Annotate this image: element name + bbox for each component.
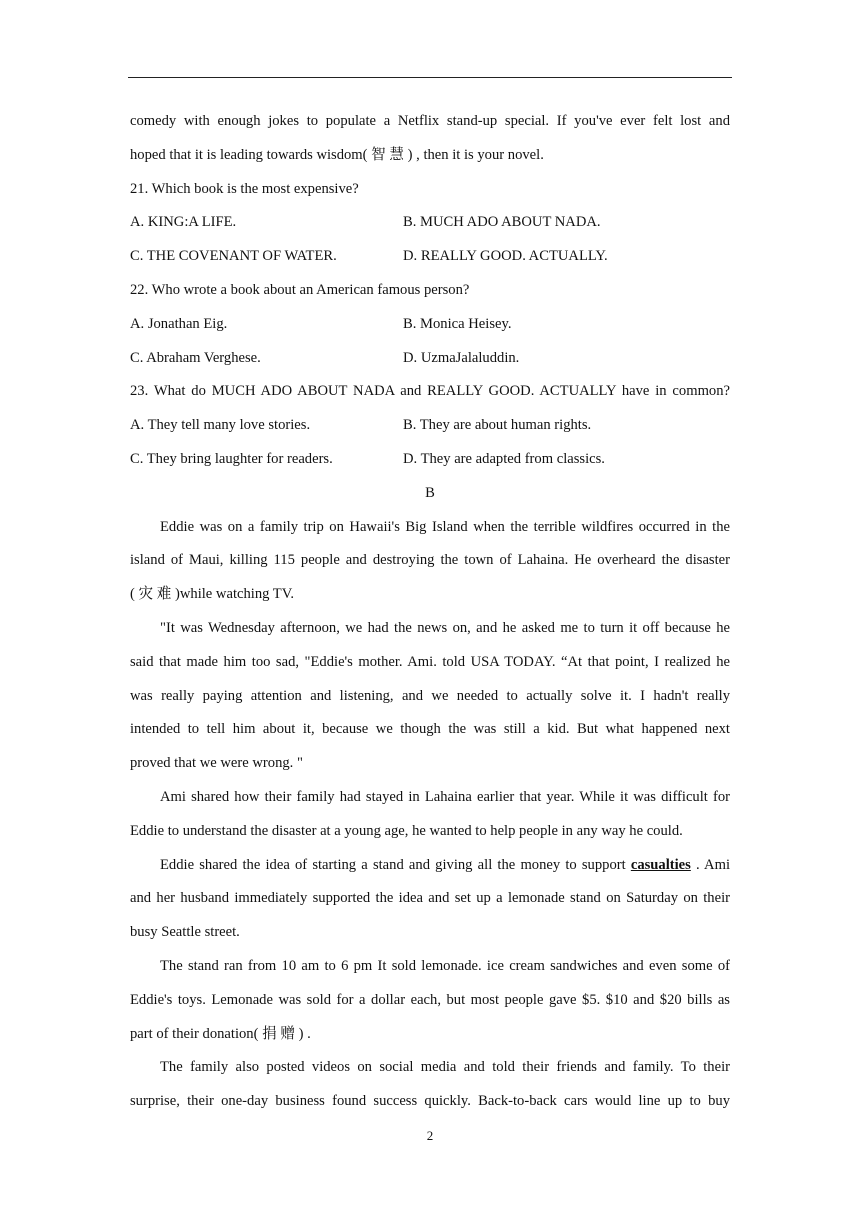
paragraph-line: island of Maui, killing 115 people and destroying the town of Lahaina. He overheard the disaster: [130, 552, 730, 569]
text-run: Eddie shared the idea of starting a stand and giving all the money to support: [160, 856, 631, 873]
option-c: C. They bring laughter for readers.: [130, 450, 333, 467]
paragraph-line: "It was Wednesday afternoon, we had the news on, and he asked me to turn it off because he: [160, 619, 730, 636]
passage-text-line: hoped that it is leading towards wisdom( 智 慧 ) , then it is your novel.: [130, 146, 544, 163]
question-22-stem: 22. Who wrote a book about an American famous person?: [130, 281, 470, 298]
page-number: 2: [426, 1128, 434, 1143]
paragraph-line: [130, 849, 730, 883]
paragraph-line: part of their donation( 捐 赠 ) .: [130, 1025, 311, 1042]
option-d: D. REALLY GOOD. ACTUALLY.: [403, 248, 608, 265]
paragraph-line: busy Seattle street.: [130, 924, 240, 941]
option-c: C. THE COVENANT OF WATER.: [130, 248, 337, 265]
paragraph-line: was really paying attention and listening, and we needed to actually solve it. I hadn't really: [130, 687, 730, 704]
text-run: . Ami: [690, 856, 730, 873]
option-d: D. They are adapted from classics.: [403, 450, 605, 467]
paragraph-line: Eddie to understand the disaster at a young age, he wanted to help people in any way he could.: [130, 822, 683, 839]
paragraph-line: Ami shared how their family had stayed in Lahaina earlier that year. While it was difficult for: [160, 788, 730, 805]
paragraph-line: The stand ran from 10 am to 6 pm It sold lemonade. ice cream sandwiches and even some of: [160, 957, 730, 974]
question-21-stem: 21. Which book is the most expensive?: [130, 180, 359, 197]
question-22-options-row-1: [130, 308, 730, 342]
question-22-options-row-2: [130, 342, 730, 376]
section-heading: B: [425, 484, 435, 501]
paragraph-line: surprise, their one-day business found success quickly. Back-to-back cars would line up to buy: [130, 1093, 730, 1110]
option-b: B. MUCH ADO ABOUT NADA.: [403, 214, 601, 231]
page-content: [130, 105, 730, 1119]
paragraph-line: Eddie's toys. Lemonade was sold for a dollar each, but most people gave $5. $10 and $20 bills as: [130, 991, 730, 1008]
option-b: B. They are about human rights.: [403, 417, 592, 434]
option-a: A. Jonathan Eig.: [130, 315, 228, 332]
question-23-stem: 23. What do MUCH ADO ABOUT NADA and REALLY GOOD. ACTUALLY have in common?: [130, 383, 730, 400]
paragraph-line: proved that we were wrong. ": [130, 755, 303, 772]
paragraph-line: Eddie was on a family trip on Hawaii's Big Island when the terrible wildfires occurred in the: [160, 518, 730, 535]
paragraph-line: said that made him too sad, "Eddie's mother. Ami. told USA TODAY. “At that point, I realized he: [130, 653, 730, 670]
option-a: A. KING:A LIFE.: [130, 214, 237, 231]
passage-text-line: comedy with enough jokes to populate a Netflix stand-up special. If you've ever felt lost and: [130, 113, 730, 129]
question-23-options-row-1: [130, 409, 730, 443]
paragraph-line: and her husband immediately supported the idea and set up a lemonade stand on Saturday on their: [130, 890, 730, 907]
option-b: B. Monica Heisey.: [403, 315, 512, 332]
header-rule: [128, 77, 732, 78]
paragraph-line: ( 灾 难 )while watching TV.: [130, 586, 295, 603]
option-a: A. They tell many love stories.: [130, 417, 311, 434]
paragraph-line: intended to tell him about it, because we though the was still a kid. But what happened next: [130, 721, 730, 738]
option-d: D. UzmaJalaluddin.: [403, 349, 520, 366]
underlined-word: casualties: [630, 856, 691, 873]
paragraph-line: The family also posted videos on social media and told their friends and family. To their: [160, 1059, 730, 1076]
option-c: C. Abraham Verghese.: [130, 349, 261, 366]
question-21-options-row-2: [130, 240, 730, 274]
question-23-options-row-2: [130, 443, 730, 477]
question-21-options-row-1: [130, 206, 730, 240]
